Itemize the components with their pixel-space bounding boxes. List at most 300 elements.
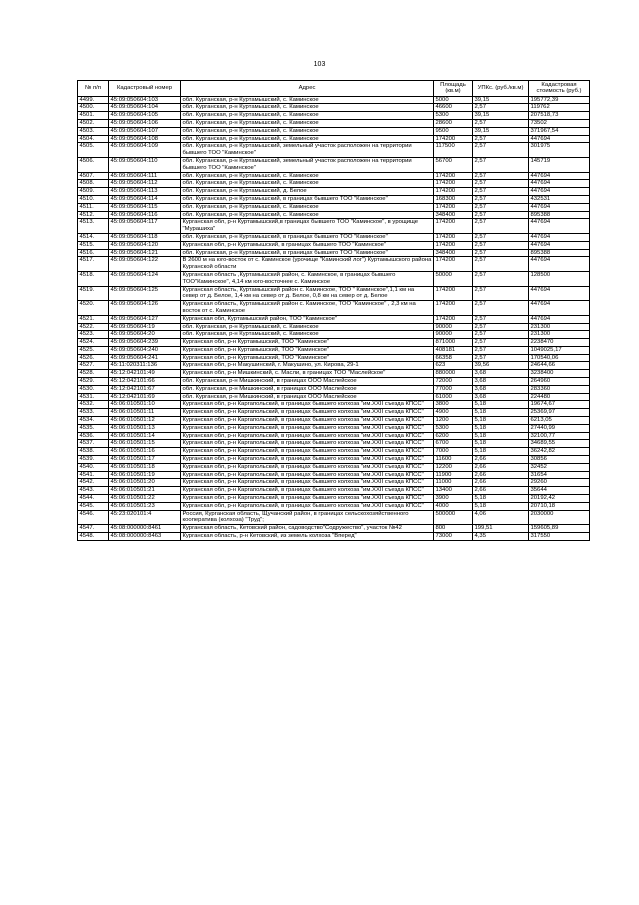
area: 117500 bbox=[434, 143, 473, 158]
cadastral-cost: 447694 bbox=[529, 180, 590, 188]
address: обл. Курганская, р-н Куртамышский, в границах бывшего ТОО "Каминское" bbox=[181, 233, 434, 241]
area: 174200 bbox=[434, 233, 473, 241]
cadastral-cost: 317550 bbox=[529, 533, 590, 541]
cadastral-number: 45:09:050604:110 bbox=[109, 157, 181, 172]
table-row bbox=[78, 211, 590, 219]
table-row bbox=[78, 219, 590, 234]
upks: 2,57 bbox=[473, 219, 529, 234]
cadastral-cost: 264960 bbox=[529, 378, 590, 386]
table-row bbox=[78, 495, 590, 503]
area: 348400 bbox=[434, 211, 473, 219]
row-number: 4504. bbox=[78, 135, 109, 143]
cadastral-number: 45:09:050604:114 bbox=[109, 195, 181, 203]
table-row bbox=[78, 370, 590, 378]
area: 12200 bbox=[434, 463, 473, 471]
address: Курганская обл, р-н Куртамышский, ТОО "Каминское" bbox=[181, 354, 434, 362]
table-row bbox=[78, 463, 590, 471]
address: Курганская обл, р-н Каргапольский, в границах бывшего колхоза "им.XXII съезда КПСС" bbox=[181, 424, 434, 432]
table-row bbox=[78, 112, 590, 120]
table-row bbox=[78, 378, 590, 386]
table-row bbox=[78, 203, 590, 211]
upks: 2,57 bbox=[473, 346, 529, 354]
cadastral-number: 45:09:050604:118 bbox=[109, 233, 181, 241]
page-number: 103 bbox=[313, 61, 326, 68]
upks: 2,57 bbox=[473, 135, 529, 143]
address: Курганская обл, р-н Каргапольский, в границах бывшего колхоза "им.XXII съезда КПСС" bbox=[181, 401, 434, 409]
row-number: 4522. bbox=[78, 323, 109, 331]
address: Курганская обл, р-н Каргапольский, в границах бывшего колхоза "им.XXII съезда КПСС" bbox=[181, 487, 434, 495]
cadastral-cost: 73502 bbox=[529, 119, 590, 127]
cadastral-number: 45:09:050604:113 bbox=[109, 188, 181, 196]
address: Курганская обл, р-н Каргапольский, в границах бывшего колхоза "им.XXII съезда КПСС" bbox=[181, 417, 434, 425]
cadastral-number: 45:09:050604:117 bbox=[109, 219, 181, 234]
address: Курганская обл, р-н Каргапольский, в границах бывшего колхоза "им.XXII съезда КПСС" bbox=[181, 495, 434, 503]
cadastral-cost: 895388 bbox=[529, 211, 590, 219]
cadastral-number: 45:09:050604:127 bbox=[109, 315, 181, 323]
upks: 2,66 bbox=[473, 487, 529, 495]
cadastral-cost: 159605,89 bbox=[529, 525, 590, 533]
table-header-row bbox=[78, 81, 590, 97]
address: Курганская обл, р-н Куртамышский, ТОО "Каминское" bbox=[181, 339, 434, 347]
address: обл. Курганская, р-н Куртамышский, с. Каминское bbox=[181, 135, 434, 143]
table-row bbox=[78, 393, 590, 401]
row-number: 4510. bbox=[78, 195, 109, 203]
upks: 39,56 bbox=[473, 362, 529, 370]
row-number: 4543. bbox=[78, 487, 109, 495]
table-row bbox=[78, 323, 590, 331]
row-number: 4509. bbox=[78, 188, 109, 196]
address: обл. Курганская, р-н Куртамышский, с. Каминское bbox=[181, 180, 434, 188]
area: 174200 bbox=[434, 219, 473, 234]
cadastral-number: 45:06:010501:16 bbox=[109, 448, 181, 456]
address: Курганская обл, р-н Каргапольский, в границах бывшего колхоза "им.XXII съезда КПСС" bbox=[181, 471, 434, 479]
address: Курганская обл, р-н Каргапольский, в границах бывшего колхоза "им.XXII съезда КПСС" bbox=[181, 409, 434, 417]
cadastral-number: 45:09:050604:241 bbox=[109, 354, 181, 362]
cadastral-cost: 447694 bbox=[529, 241, 590, 249]
upks: 5,18 bbox=[473, 495, 529, 503]
table-row bbox=[78, 249, 590, 257]
table-row bbox=[78, 479, 590, 487]
cadastral-cost: 29260 bbox=[529, 479, 590, 487]
cadastral-cost: 20710,18 bbox=[529, 502, 590, 510]
address: В 2600 м на юго-восток от с. Каминское (урочище "Каминский лог") Куртамышского района Курганской области bbox=[181, 257, 434, 272]
area: 11000 bbox=[434, 479, 473, 487]
area: 66358 bbox=[434, 354, 473, 362]
area: 174200 bbox=[434, 172, 473, 180]
row-number: 4534. bbox=[78, 417, 109, 425]
address: Курганская область, Куртамышский район с. Каминское, ТОО " Каминское",1,1 км на север от д. Белое, 1,4 км на север от д. Белое, 0,8 км на север от д. Белое bbox=[181, 286, 434, 301]
area: 5000 bbox=[434, 96, 473, 104]
table-row bbox=[78, 180, 590, 188]
table-row bbox=[78, 354, 590, 362]
table-row bbox=[78, 135, 590, 143]
table-row bbox=[78, 331, 590, 339]
cadastral-cost: 32100,77 bbox=[529, 432, 590, 440]
cadastral-number: 45:09:050604:124 bbox=[109, 271, 181, 286]
area: 174200 bbox=[434, 241, 473, 249]
area: 174200 bbox=[434, 203, 473, 211]
table-row bbox=[78, 417, 590, 425]
cadastral-cost: 170540,06 bbox=[529, 354, 590, 362]
upks: 2,57 bbox=[473, 188, 529, 196]
cadastral-cost: 6213,05 bbox=[529, 417, 590, 425]
row-number: 4507. bbox=[78, 172, 109, 180]
address: обл. Курганская, р-н Куртамышский, с. Каминское bbox=[181, 172, 434, 180]
row-number: 4541. bbox=[78, 471, 109, 479]
area: 174200 bbox=[434, 315, 473, 323]
upks: 2,57 bbox=[473, 172, 529, 180]
address: Курганская обл, р-н Каргапольский, в границах бывшего колхоза "им.XXII съезда КПСС" bbox=[181, 432, 434, 440]
address: Курганская обл, р-н Каргапольский, в границах бывшего колхоза "им.XXII съезда КПСС" bbox=[181, 440, 434, 448]
row-number: 4533. bbox=[78, 409, 109, 417]
upks: 5,18 bbox=[473, 424, 529, 432]
cadastral-number: 45:09:050604:112 bbox=[109, 180, 181, 188]
area: 800 bbox=[434, 525, 473, 533]
address: обл. Курганская, р-н Куртамышский, с. Каминское bbox=[181, 112, 434, 120]
table-row bbox=[78, 143, 590, 158]
upks: 2,57 bbox=[473, 354, 529, 362]
cadastral-number: 45:06:010501:15 bbox=[109, 440, 181, 448]
header-address: Адрес bbox=[181, 81, 434, 97]
area: 11600 bbox=[434, 456, 473, 464]
address: Курганская область, Кетовский район, садоводство"Содружество", участок №42 bbox=[181, 525, 434, 533]
row-number: 4515. bbox=[78, 241, 109, 249]
cadastral-number: 45:12:042101:69 bbox=[109, 393, 181, 401]
row-number: 4516. bbox=[78, 249, 109, 257]
cadastral-number: 45:06:010501:10 bbox=[109, 401, 181, 409]
table-row bbox=[78, 533, 590, 541]
upks: 39,15 bbox=[473, 127, 529, 135]
area: 408181 bbox=[434, 346, 473, 354]
cadastral-cost: 224480 bbox=[529, 393, 590, 401]
row-number: 4524. bbox=[78, 339, 109, 347]
cadastral-cost: 32452 bbox=[529, 463, 590, 471]
row-number: 4529. bbox=[78, 378, 109, 386]
area: 7000 bbox=[434, 448, 473, 456]
area: 5300 bbox=[434, 424, 473, 432]
cadastral-number: 45:06:010501:23 bbox=[109, 502, 181, 510]
address: Курганская обл, Куртамышский район, ТОО "Каминское" bbox=[181, 315, 434, 323]
table-row bbox=[78, 456, 590, 464]
table-row bbox=[78, 127, 590, 135]
area: 90000 bbox=[434, 331, 473, 339]
address: Курганская обл, р-н Куртамышский, ТОО "Каминское" bbox=[181, 346, 434, 354]
row-number: 4528. bbox=[78, 370, 109, 378]
table-row bbox=[78, 525, 590, 533]
address: Курганская обл, р-н Каргапольский, в границах бывшего колхоза "им.XXII съезда КПСС" bbox=[181, 456, 434, 464]
header-area: Площадь (кв.м) bbox=[434, 81, 473, 97]
table-row bbox=[78, 195, 590, 203]
cadastral-cost: 34689,55 bbox=[529, 440, 590, 448]
upks: 2,57 bbox=[473, 339, 529, 347]
row-number: 4530. bbox=[78, 385, 109, 393]
row-number: 4540. bbox=[78, 463, 109, 471]
area: 174200 bbox=[434, 257, 473, 272]
cadastral-number: 45:06:010501:17 bbox=[109, 456, 181, 464]
address: обл. Курганская, р-н Куртамышский, с. Каминское bbox=[181, 331, 434, 339]
address: обл. Курганская, р-н Куртамышский, с. Каминское bbox=[181, 104, 434, 112]
cadastral-cost: 27440,99 bbox=[529, 424, 590, 432]
cadastral-cost: 195772,39 bbox=[529, 96, 590, 104]
upks: 2,57 bbox=[473, 257, 529, 272]
area: 1200 bbox=[434, 417, 473, 425]
cadastral-number: 45:09:050604:115 bbox=[109, 203, 181, 211]
table-row bbox=[78, 96, 590, 104]
cadastral-cost: 447694 bbox=[529, 135, 590, 143]
cadastral-number: 45:09:050604:116 bbox=[109, 211, 181, 219]
upks: 5,18 bbox=[473, 401, 529, 409]
address: обл. Курганская, р-н Куртамышский, земельный участок расположен на территории бывшего ТОО "Каминское" bbox=[181, 143, 434, 158]
table-row bbox=[78, 104, 590, 112]
table-row bbox=[78, 339, 590, 347]
row-number: 4545. bbox=[78, 502, 109, 510]
upks: 39,15 bbox=[473, 96, 529, 104]
upks: 2,57 bbox=[473, 195, 529, 203]
row-number: 4513. bbox=[78, 219, 109, 234]
row-number: 4536. bbox=[78, 432, 109, 440]
row-number: 4542. bbox=[78, 479, 109, 487]
address: Курганская обл, р-н Куртамышский, в границах бывшего ТОО "Каминское" bbox=[181, 241, 434, 249]
row-number: 4532. bbox=[78, 401, 109, 409]
row-number: 4519. bbox=[78, 286, 109, 301]
cadastral-number: 45:09:050604:104 bbox=[109, 104, 181, 112]
upks: 2,57 bbox=[473, 211, 529, 219]
cadastral-cost: 35644 bbox=[529, 487, 590, 495]
cadastral-number: 45:09:050604:19 bbox=[109, 323, 181, 331]
row-number: 4535. bbox=[78, 424, 109, 432]
area: 174200 bbox=[434, 188, 473, 196]
cadastral-number: 45:06:010501:14 bbox=[109, 432, 181, 440]
upks: 3,68 bbox=[473, 378, 529, 386]
cadastral-cost: 2030000 bbox=[529, 510, 590, 525]
area: 50000 bbox=[434, 271, 473, 286]
table-row bbox=[78, 385, 590, 393]
area: 4900 bbox=[434, 409, 473, 417]
cadastral-cost: 447694 bbox=[529, 286, 590, 301]
row-number: 4517. bbox=[78, 257, 109, 272]
row-number: 4520. bbox=[78, 301, 109, 316]
row-number: 4525. bbox=[78, 346, 109, 354]
cadastral-number: 45:09:050604:106 bbox=[109, 119, 181, 127]
upks: 2,57 bbox=[473, 143, 529, 158]
cadastral-number: 45:06:010501:13 bbox=[109, 424, 181, 432]
table-row bbox=[78, 401, 590, 409]
cadastral-number: 45:09:050604:126 bbox=[109, 301, 181, 316]
area: 880000 bbox=[434, 370, 473, 378]
upks: 2,57 bbox=[473, 203, 529, 211]
row-number: 4511. bbox=[78, 203, 109, 211]
address: Курганская обл, р-н Куртамышский,в границах бывшего ТОО "Каминское", в урощище "Мурашиха" bbox=[181, 219, 434, 234]
upks: 5,18 bbox=[473, 409, 529, 417]
cadastral-number: 45:23:020101:4 bbox=[109, 510, 181, 525]
cadastral-cost: 2238470 bbox=[529, 339, 590, 347]
area: 9500 bbox=[434, 127, 473, 135]
table-row bbox=[78, 448, 590, 456]
cadastral-number: 45:09:050604:111 bbox=[109, 172, 181, 180]
upks: 5,18 bbox=[473, 417, 529, 425]
row-number: 4500. bbox=[78, 104, 109, 112]
cadastral-cost: 447694 bbox=[529, 188, 590, 196]
upks: 199,51 bbox=[473, 525, 529, 533]
area: 28600 bbox=[434, 119, 473, 127]
cadastral-number: 45:08:000000:8463 bbox=[109, 533, 181, 541]
table-row bbox=[78, 172, 590, 180]
header-cadastral-cost: Кадастровая стоимость (руб.) bbox=[529, 81, 590, 97]
upks: 2,57 bbox=[473, 233, 529, 241]
address: обл. Курганская, р-н Мишкинский, в границах ООО Маслейское bbox=[181, 385, 434, 393]
upks: 2,66 bbox=[473, 479, 529, 487]
upks: 2,66 bbox=[473, 456, 529, 464]
area: 500000 bbox=[434, 510, 473, 525]
area: 174200 bbox=[434, 286, 473, 301]
cadastral-cost: 30856 bbox=[529, 456, 590, 464]
area: 174200 bbox=[434, 135, 473, 143]
area: 73000 bbox=[434, 533, 473, 541]
cadastral-cost: 36242,82 bbox=[529, 448, 590, 456]
row-number: 4548. bbox=[78, 533, 109, 541]
area: 348400 bbox=[434, 249, 473, 257]
upks: 2,57 bbox=[473, 323, 529, 331]
cadastral-cost: 283360 bbox=[529, 385, 590, 393]
upks: 2,57 bbox=[473, 157, 529, 172]
row-number: 4505. bbox=[78, 143, 109, 158]
address: Курганская обл, р-н Каргапольский, в границах бывшего колхоза "им.XXII съезда КПСС" bbox=[181, 448, 434, 456]
cadastral-cost: 371967,54 bbox=[529, 127, 590, 135]
upks: 3,68 bbox=[473, 393, 529, 401]
cadastral-number: 45:09:050604:107 bbox=[109, 127, 181, 135]
address: обл. Курганская, р-н Куртамышский, д. Белое bbox=[181, 188, 434, 196]
cadastral-table bbox=[77, 80, 590, 541]
row-number: 4512. bbox=[78, 211, 109, 219]
area: 168300 bbox=[434, 195, 473, 203]
upks: 5,18 bbox=[473, 432, 529, 440]
upks: 4,35 bbox=[473, 533, 529, 541]
area: 13400 bbox=[434, 487, 473, 495]
area: 90000 bbox=[434, 323, 473, 331]
cadastral-number: 45:12:042101:49 bbox=[109, 370, 181, 378]
upks: 5,18 bbox=[473, 448, 529, 456]
cadastral-cost: 24644,66 bbox=[529, 362, 590, 370]
row-number: 4518. bbox=[78, 271, 109, 286]
table-row bbox=[78, 271, 590, 286]
cadastral-cost: 31654 bbox=[529, 471, 590, 479]
cadastral-number: 45:09:050604:121 bbox=[109, 249, 181, 257]
cadastral-cost: 145719 bbox=[529, 157, 590, 172]
table-row bbox=[78, 188, 590, 196]
area: 871000 bbox=[434, 339, 473, 347]
address: Курганская обл, р-н Каргапольский, в границах бывшего колхоза "им.XXII съезда КПСС" bbox=[181, 502, 434, 510]
row-number: 4539. bbox=[78, 456, 109, 464]
table-row bbox=[78, 286, 590, 301]
cadastral-number: 45:09:050604:239 bbox=[109, 339, 181, 347]
table-row bbox=[78, 487, 590, 495]
cadastral-cost: 447694 bbox=[529, 233, 590, 241]
area: 6200 bbox=[434, 432, 473, 440]
area: 3900 bbox=[434, 495, 473, 503]
upks: 3,68 bbox=[473, 385, 529, 393]
table-row bbox=[78, 502, 590, 510]
area: 72000 bbox=[434, 378, 473, 386]
upks: 2,66 bbox=[473, 471, 529, 479]
table-row bbox=[78, 119, 590, 127]
area: 46600 bbox=[434, 104, 473, 112]
address: обл. Курганская, р-н Куртамышский, земельный участок расположен на территории бывшего ТОО "Каминское" bbox=[181, 157, 434, 172]
header-cadastral-number: Кадастровый номер bbox=[109, 81, 181, 97]
area: 174200 bbox=[434, 301, 473, 316]
cadastral-cost: 1049025,17 bbox=[529, 346, 590, 354]
area: 77000 bbox=[434, 385, 473, 393]
cadastral-number: 45:09:050604:20 bbox=[109, 331, 181, 339]
cadastral-cost: 447694 bbox=[529, 315, 590, 323]
upks: 2,57 bbox=[473, 271, 529, 286]
area: 11900 bbox=[434, 471, 473, 479]
row-number: 4499. bbox=[78, 96, 109, 104]
area: 61000 bbox=[434, 393, 473, 401]
row-number: 4508. bbox=[78, 180, 109, 188]
row-number: 4546. bbox=[78, 510, 109, 525]
address: обл. Курганская, р-н Мишкинский, в границах ООО Маслейское bbox=[181, 378, 434, 386]
address: обл. Курганская, р-н Мишкинский, в границах ООО Маслейское bbox=[181, 393, 434, 401]
row-number: 4544. bbox=[78, 495, 109, 503]
cadastral-cost: 432531 bbox=[529, 195, 590, 203]
cadastral-cost: 25369,97 bbox=[529, 409, 590, 417]
cadastral-cost: 447694 bbox=[529, 219, 590, 234]
cadastral-number: 45:06:010501:11 bbox=[109, 409, 181, 417]
table-row bbox=[78, 346, 590, 354]
cadastral-cost: 447694 bbox=[529, 172, 590, 180]
table-row bbox=[78, 440, 590, 448]
cadastral-number: 45:12:042101:66 bbox=[109, 378, 181, 386]
table-row bbox=[78, 315, 590, 323]
header-no: № п/п bbox=[78, 81, 109, 97]
address: обл. Курганская, р-н Куртамышский, с. Каминское bbox=[181, 323, 434, 331]
upks: 2,57 bbox=[473, 301, 529, 316]
row-number: 4523. bbox=[78, 331, 109, 339]
upks: 4,06 bbox=[473, 510, 529, 525]
cadastral-cost: 231300 bbox=[529, 331, 590, 339]
upks: 2,57 bbox=[473, 249, 529, 257]
cadastral-cost: 447694 bbox=[529, 301, 590, 316]
address: Россия, Курганская область, Щучанский район, в границах сельскохозяйственного кооператива (колхоза) "Труд"; bbox=[181, 510, 434, 525]
upks: 2,66 bbox=[473, 463, 529, 471]
cadastral-number: 45:06:010501:12 bbox=[109, 417, 181, 425]
cadastral-number: 45:06:010501:22 bbox=[109, 495, 181, 503]
table-row bbox=[78, 157, 590, 172]
upks: 5,18 bbox=[473, 440, 529, 448]
upks: 2,57 bbox=[473, 180, 529, 188]
row-number: 4547. bbox=[78, 525, 109, 533]
cadastral-number: 45:09:050604:125 bbox=[109, 286, 181, 301]
address: Курганская обл, р-н Каргапольский, в границах бывшего колхоза "им.XXII съезда КПСС" bbox=[181, 463, 434, 471]
table-row bbox=[78, 471, 590, 479]
address: обл. Курганская, р-н Куртамышский, с. Каминское bbox=[181, 211, 434, 219]
address: Курганская обл, р-н Мишкинский, с. Масли, в границах ТОО "Маслейское" bbox=[181, 370, 434, 378]
area: 5300 bbox=[434, 112, 473, 120]
cadastral-cost: 20192,42 bbox=[529, 495, 590, 503]
address: обл. Курганская, р-н Куртамышский, с. Каминское bbox=[181, 203, 434, 211]
table-row bbox=[78, 241, 590, 249]
row-number: 4527. bbox=[78, 362, 109, 370]
address: обл. Курганская, р-н Куртамышский, с. Каминское bbox=[181, 96, 434, 104]
table-row bbox=[78, 301, 590, 316]
table-row bbox=[78, 257, 590, 272]
cadastral-cost: 207518,73 bbox=[529, 112, 590, 120]
cadastral-cost: 19674,67 bbox=[529, 401, 590, 409]
cadastral-cost: 128500 bbox=[529, 271, 590, 286]
address: обл. Курганская, р-н Куртамышский, с. Каминское bbox=[181, 127, 434, 135]
address: Курганская обл, р-н Макушинский, г. Макушино, ул. Кирова, 29-1 bbox=[181, 362, 434, 370]
row-number: 4501. bbox=[78, 112, 109, 120]
